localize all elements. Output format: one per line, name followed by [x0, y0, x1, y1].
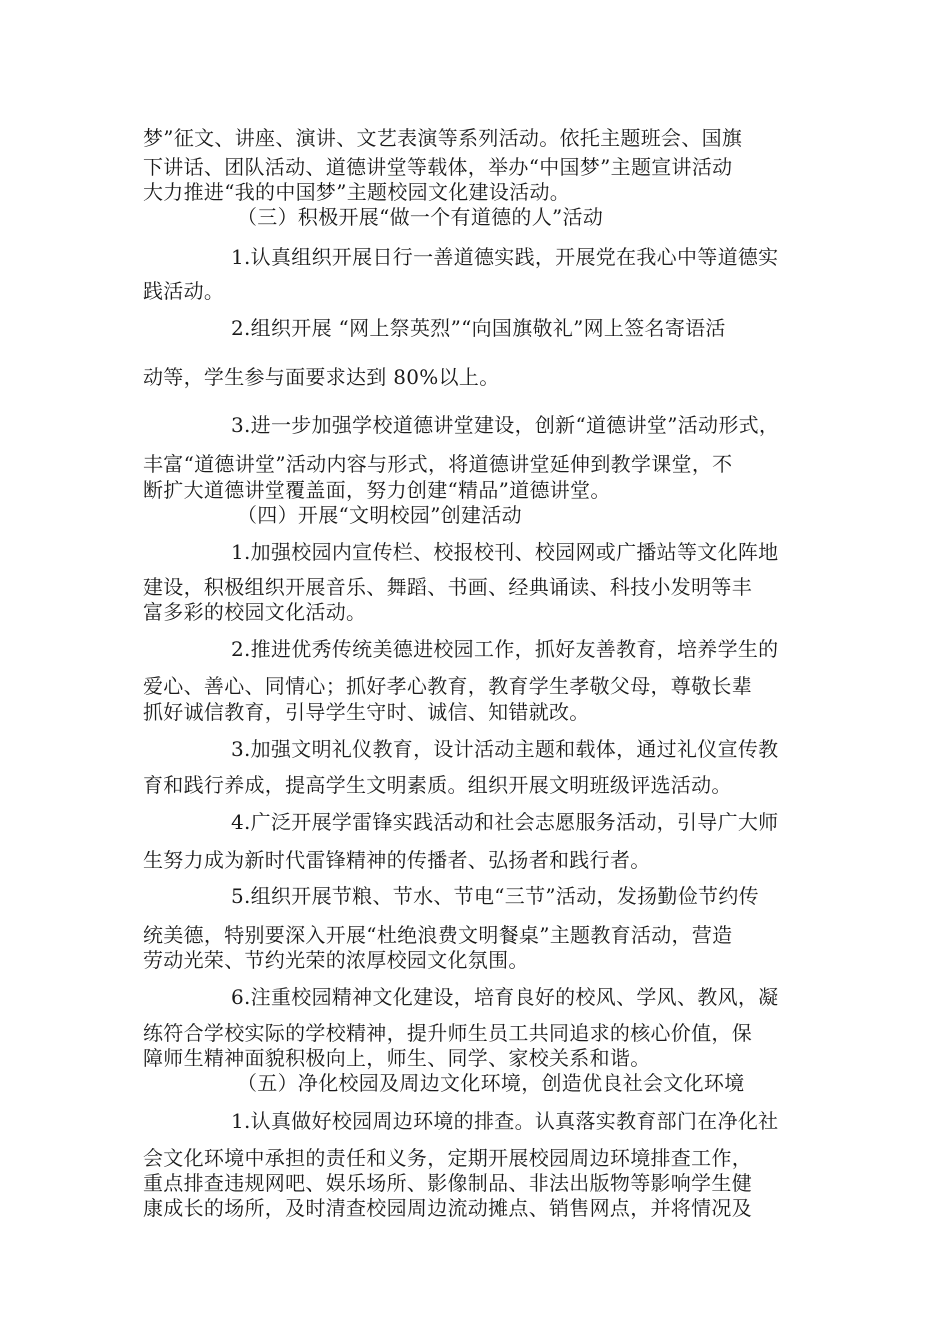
text-line: 4.广泛开展学雷锋实践活动和社会志愿服务活动，引导广大师: [231, 810, 779, 834]
text-line: 大力推进“我的中国梦”主题校园文化建设活动。: [143, 180, 571, 204]
text-line: 1.认真做好校园周边环境的排查。认真落实教育部门在净化社: [231, 1109, 779, 1133]
text-line: 2.推进优秀传统美德进校园工作，抓好友善教育，培养学生的: [231, 637, 779, 661]
text-line: 下讲话、团队活动、道德讲堂等载体，举办“中国梦”主题宣讲活动: [143, 155, 733, 179]
text-line: 爱心、善心、同情心；抓好孝心教育，教育学生孝敬父母，尊敬长辈: [143, 674, 752, 698]
text-line: 3.进一步加强学校道德讲堂建设，创新“道德讲堂”活动形式，: [231, 413, 780, 437]
text-line: 育和践行养成，提高学生文明素质。组织开展文明班级评选活动。: [143, 773, 732, 797]
text-line: 1.认真组织开展日行一善道德实践，开展党在我心中等道德实: [231, 245, 779, 269]
text-line: 生努力成为新时代雷锋精神的传播者、弘扬者和践行者。: [143, 848, 651, 872]
text-line: 抓好诚信教育，引导学生守时、诚信、知错就改。: [143, 700, 590, 724]
section-heading: （三）积极开展“做一个有道德的人”活动: [237, 205, 604, 229]
text-line: 会文化环境中承担的责任和义务，定期开展校园周边环境排查工作，: [143, 1146, 752, 1170]
text-line: 丰富“道德讲堂”活动内容与形式，将道德讲堂延伸到教学课堂，不: [143, 452, 733, 476]
text-line: 障师生精神面貌积极向上，师生、同学、家校关系和谐。: [143, 1046, 651, 1070]
text-line: 动等，学生参与面要求达到 80%以上。: [143, 365, 500, 389]
text-line: 5.组织开展节粮、节水、节电“三节”活动，发扬勤俭节约传: [231, 884, 759, 908]
section-heading: （五）净化校园及周边文化环境，创造优良社会文化环境: [237, 1071, 745, 1095]
text-line: 2.组织开展 “网上祭英烈”“向国旗敬礼”网上签名寄语活: [231, 316, 726, 340]
text-line: 1.加强校园内宣传栏、校报校刊、校园网或广播站等文化阵地: [231, 540, 779, 564]
text-line: 重点排查违规网吧、娱乐场所、影像制品、非法出版物等影响学生健: [143, 1171, 752, 1195]
text-line: 断扩大道德讲堂覆盖面，努力创建“精品”道德讲堂。: [143, 478, 611, 502]
text-line: 3.加强文明礼仪教育，设计活动主题和载体，通过礼仪宣传教: [231, 737, 779, 761]
text-line: 富多彩的校园文化活动。: [143, 600, 367, 624]
text-line: 6.注重校园精神文化建设，培育良好的校风、学风、教风，凝: [231, 985, 779, 1009]
text-line: 练符合学校实际的学校精神，提升师生员工共同追求的核心价值，保: [143, 1021, 752, 1045]
text-line: 康成长的场所，及时清查校园周边流动摊点、销售网点，并将情况及: [143, 1196, 752, 1220]
text-line: 劳动光荣、节约光荣的浓厚校园文化氛围。: [143, 948, 529, 972]
section-heading: （四）开展“文明校园”创建活动: [237, 503, 522, 527]
text-line: 统美德，特别要深入开展“杜绝浪费文明餐桌”主题教育活动，营造: [143, 923, 733, 947]
text-line: 践活动。: [143, 279, 225, 303]
text-line: 梦”征文、讲座、演讲、文艺表演等系列活动。依托主题班会、国旗: [143, 126, 743, 150]
text-line: 建设，积极组织开展音乐、舞蹈、书画、经典诵读、科技小发明等丰: [143, 575, 752, 599]
